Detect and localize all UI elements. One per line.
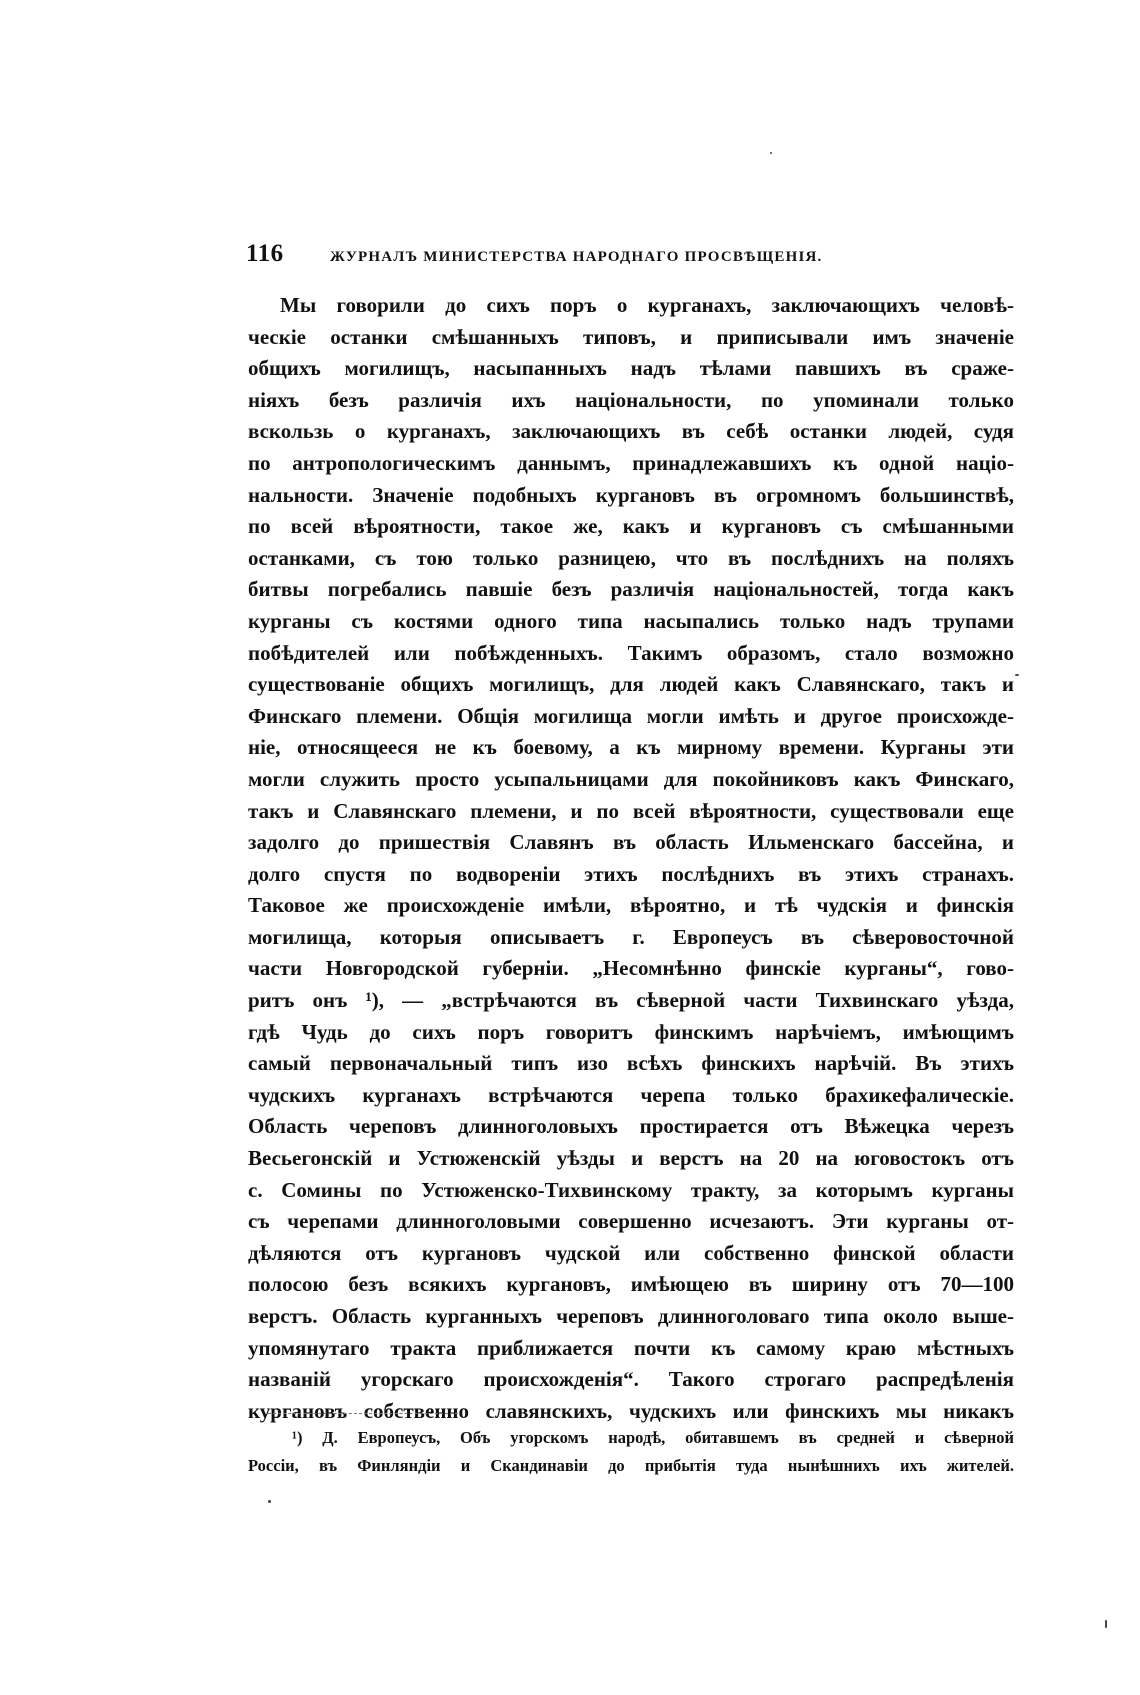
running-head: ЖУРНАЛЪ МИНИСТЕРСТВА НАРОДНАГО ПРОСВѢЩЕНІЯ.	[330, 249, 823, 265]
text-line: с. Сомины по Устюженско-Тихвинскому тракту, за которымъ курганы	[248, 1177, 1014, 1202]
text-line: задолго до пришествія Славянъ въ область Ильменскаго бассейна, и	[248, 830, 1014, 855]
text-line: гдѣ Чудь до сихъ поръ говоритъ финскимъ нарѣчіемъ, имѣющимъ	[248, 1019, 1014, 1044]
page-header	[246, 240, 1016, 274]
text-line: по антропологическимъ даннымъ, принадлежавшихъ къ одной націо-	[248, 450, 1014, 475]
text-line: ніяхъ безъ различія ихъ національности, по упоминали только	[248, 387, 1014, 412]
text-line: ческіе останки смѣшанныхъ типовъ, и приписывали имъ значеніе	[248, 324, 1014, 349]
text-line: по всей вѣроятности, такое же, какъ и кургановъ съ смѣшанными	[248, 514, 1014, 539]
text-line: Весьегонскій и Устюженскій уѣзды и верстъ на 20 на юговостокъ отъ	[248, 1146, 1014, 1171]
footnote-line: ¹) Д. Европеусъ, Объ угорскомъ народѣ, обитавшемъ въ средней и сѣверной	[292, 1428, 1014, 1447]
text-line: Область череповъ длинноголовыхъ простирается отъ Вѣжецка черезъ	[248, 1114, 1014, 1139]
footnote	[248, 1424, 1014, 1480]
text-line: такъ и Славянскаго племени, и по всей вѣроятности, существовали еще	[248, 798, 1014, 823]
text-line: вскользь о курганахъ, заключающихъ въ себѣ останки людей, судя	[248, 419, 1014, 444]
text-line: битвы погребались павшіе безъ различія національностей, тогда какъ	[248, 577, 1014, 602]
text-line: существованіе общихъ могилищъ, для людей какъ Славянскаго, такъ и	[248, 672, 1014, 697]
text-line: самый первоначальный типъ изо всѣхъ финскихъ нарѣчій. Въ этихъ	[248, 1051, 1014, 1076]
text-line: ритъ онъ ¹), — „встрѣчаются въ сѣверной части Тихвинскаго уѣзда,	[248, 988, 1014, 1013]
scan-speck	[770, 152, 772, 154]
page-number: 116	[246, 240, 284, 267]
text-line: побѣдителей или побѣжденныхъ. Такимъ образомъ, стало возможно	[248, 640, 1014, 665]
body-text	[248, 290, 1014, 1427]
text-line: могилища, которыя описываетъ г. Европеусъ въ сѣверовосточной	[248, 924, 1014, 949]
text-line: верстъ. Область курганныхъ череповъ длинноголоваго типа около выше-	[248, 1304, 1014, 1328]
text-line: полосою безъ всякихъ кургановъ, имѣющею въ ширину отъ 70—100	[248, 1272, 1014, 1297]
footnote-rule	[268, 1413, 458, 1414]
text-line: нальности. Значеніе подобныхъ кургановъ въ огромномъ большинствѣ,	[248, 482, 1014, 507]
scan-speck	[1015, 674, 1019, 676]
text-line: могли служить просто усыпальницами для покойниковъ какъ Финскаго,	[248, 766, 1014, 791]
text-line: Мы говорили до сихъ поръ о курганахъ, заключающихъ человѣ-	[280, 293, 1014, 317]
footnote-line: Россіи, въ Финляндіи и Скандинавіи до прибытія туда нынѣшнихъ ихъ жителей.	[248, 1456, 1014, 1475]
text-line: долго спустя по водвореніи этихъ послѣднихъ въ этихъ странахъ.	[248, 861, 1014, 886]
scan-speck	[268, 1500, 271, 1503]
text-line: Финскаго племени. Общія могилища могли имѣть и другое происхожде-	[248, 703, 1014, 728]
scan-speck	[1105, 1620, 1107, 1628]
text-line: части Новгородской губерніи. „Несомнѣнно финскіе курганы“, гово-	[248, 956, 1014, 981]
text-line: общихъ могилищъ, насыпанныхъ надъ тѣлами павшихъ въ сраже-	[248, 356, 1014, 381]
text-line: съ черепами длинноголовыми совершенно исчезаютъ. Эти курганы от-	[248, 1209, 1014, 1234]
text-line: ніе, относящееся не къ боевому, а къ мирному времени. Курганы эти	[248, 735, 1014, 760]
text-line: Таковое же происхожденіе имѣли, вѣроятно, и тѣ чудскія и финскія	[248, 893, 1014, 918]
text-line: кургановъ собственно славянскихъ, чудскихъ или финскихъ мы никакъ	[248, 1398, 1014, 1423]
text-line: останками, съ тою только разницею, что въ послѣднихъ на поляхъ	[248, 545, 1014, 570]
text-line: дѣляются отъ кургановъ чудской или собственно финской области	[248, 1240, 1014, 1265]
text-line: курганы съ костями одного типа насыпались только надъ трупами	[248, 608, 1014, 633]
text-line: названій угорскаго происхожденія“. Такого строгаго распредѣленія	[248, 1367, 1014, 1392]
text-line: чудскихъ курганахъ встрѣчаются черепа только брахикефалическіе.	[248, 1082, 1014, 1107]
text-line: упомянутаго тракта приближается почти къ самому краю мѣстныхъ	[248, 1335, 1014, 1360]
